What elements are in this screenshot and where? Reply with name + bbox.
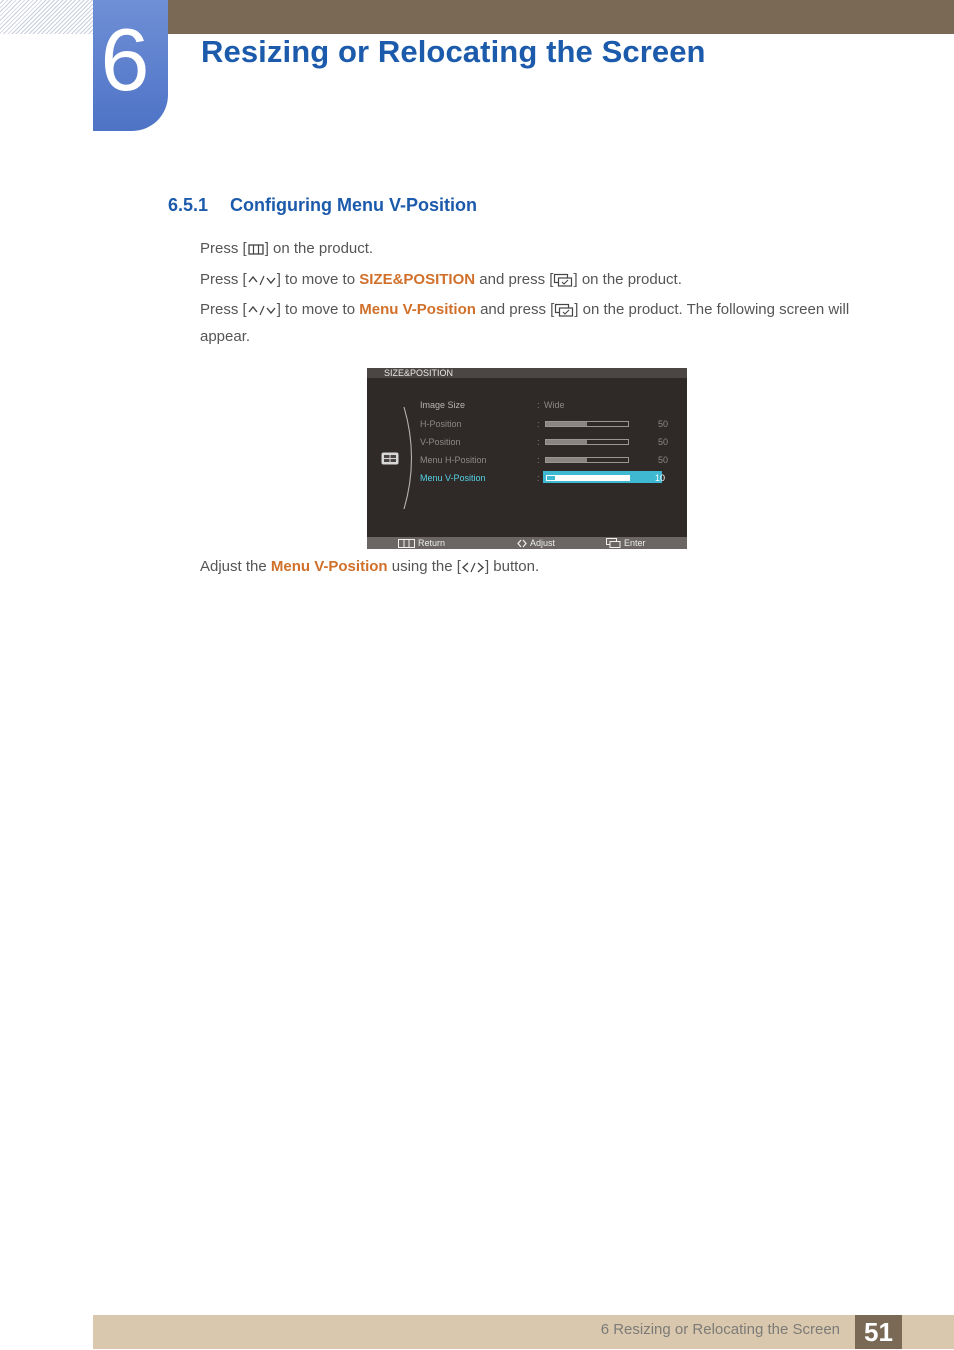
osd-level-fill [547,476,555,480]
section-title: Configuring Menu V-Position [230,195,477,215]
chapter-title: Resizing or Relocating the Screen [201,34,706,69]
step-4-text-a: Adjust the [200,558,271,575]
step-2-text-d: ] on the product. [573,271,682,288]
osd-row-label: Menu V-Position [420,473,486,483]
enter-button-icon [606,538,621,548]
osd-row-colon: : [537,419,540,429]
osd-row-value: Wide [544,400,565,410]
osd-row-label: H-Position [420,419,462,429]
osd-return-button[interactable] [398,537,445,549]
osd-row-image-size[interactable] [420,398,680,412]
up-down-button-icon [247,301,277,325]
step-3-text-a: Press [ [200,301,247,318]
osd-footer [367,537,687,549]
osd-row-colon: : [537,437,540,447]
step-4 [200,555,880,582]
osd-screenshot [367,368,687,549]
osd-row-number: 10 [654,473,665,483]
osd-row-colon: : [537,455,540,465]
menu-button-icon [247,240,265,264]
step-3-text-b: ] to move to [276,301,360,318]
osd-row-label: Menu H-Position [420,455,487,465]
osd-level-bar [546,475,630,481]
osd-row-number: 50 [657,455,668,465]
step-4-highlight: Menu V-Position [270,558,388,575]
osd-row-menu-h-position[interactable] [420,453,680,467]
menu-button-icon [398,539,415,548]
osd-row-v-position[interactable] [420,435,680,449]
osd-level-bar [545,457,629,463]
step-2-text-a: Press [ [200,271,247,288]
osd-row-label: V-Position [420,437,461,447]
osd-row-label: Image Size [420,400,466,410]
step-3-text-c: and press [ [475,301,555,318]
osd-level-bar [545,439,629,445]
step-3-text-d: ] on the product. The following screen will appear. [200,301,850,345]
up-down-button-icon [247,271,277,295]
enter-button-icon [554,301,574,325]
osd-enter-label: Enter [624,538,646,548]
section-number: 6.5.1 [168,195,209,215]
step-3 [200,298,880,349]
osd-level-fill [546,422,587,426]
page-number: 51 [855,1315,902,1349]
header-bar [93,0,954,34]
step-3-highlight: Menu V-Position [359,301,476,318]
osd-adjust-button[interactable] [517,537,555,549]
header-hatch-pattern [0,0,93,34]
step-2-text-c: and press [ [475,271,554,288]
chapter-number: 6 [100,10,150,109]
osd-row-number: 50 [657,419,668,429]
osd-row-number: 50 [657,437,668,447]
osd-adjust-label: Adjust [530,538,556,548]
step-1-text-b: ] on the product. [264,240,374,257]
left-right-button-icon [461,558,485,582]
osd-row-menu-v-position[interactable] [420,471,680,485]
left-right-arrows-icon [517,539,527,548]
osd-return-label: Return [418,538,446,548]
step-1-text-a: Press [ [200,240,247,257]
osd-level-fill [546,458,587,462]
step-2-text-b: ] to move to [276,271,360,288]
step-2 [200,268,880,295]
step-1 [200,237,880,264]
size-position-category-icon [381,452,399,470]
step-4-text-b: using the [ [387,558,461,575]
osd-enter-button[interactable] [606,537,646,549]
osd-menu-curve [403,406,415,510]
section-heading [168,195,477,216]
step-2-highlight: SIZE&POSITION [359,271,476,288]
osd-title: SIZE&POSITION [367,368,687,378]
footer-chapter-text: 6 Resizing or Relocating the Screen [600,1321,840,1338]
enter-button-icon [553,271,573,295]
osd-level-fill [546,440,587,444]
osd-level-bar [545,421,629,427]
step-4-text-c: ] button. [484,558,540,575]
osd-row-colon: : [537,473,540,483]
osd-row-colon: : [537,400,540,410]
osd-row-h-position[interactable] [420,417,680,431]
